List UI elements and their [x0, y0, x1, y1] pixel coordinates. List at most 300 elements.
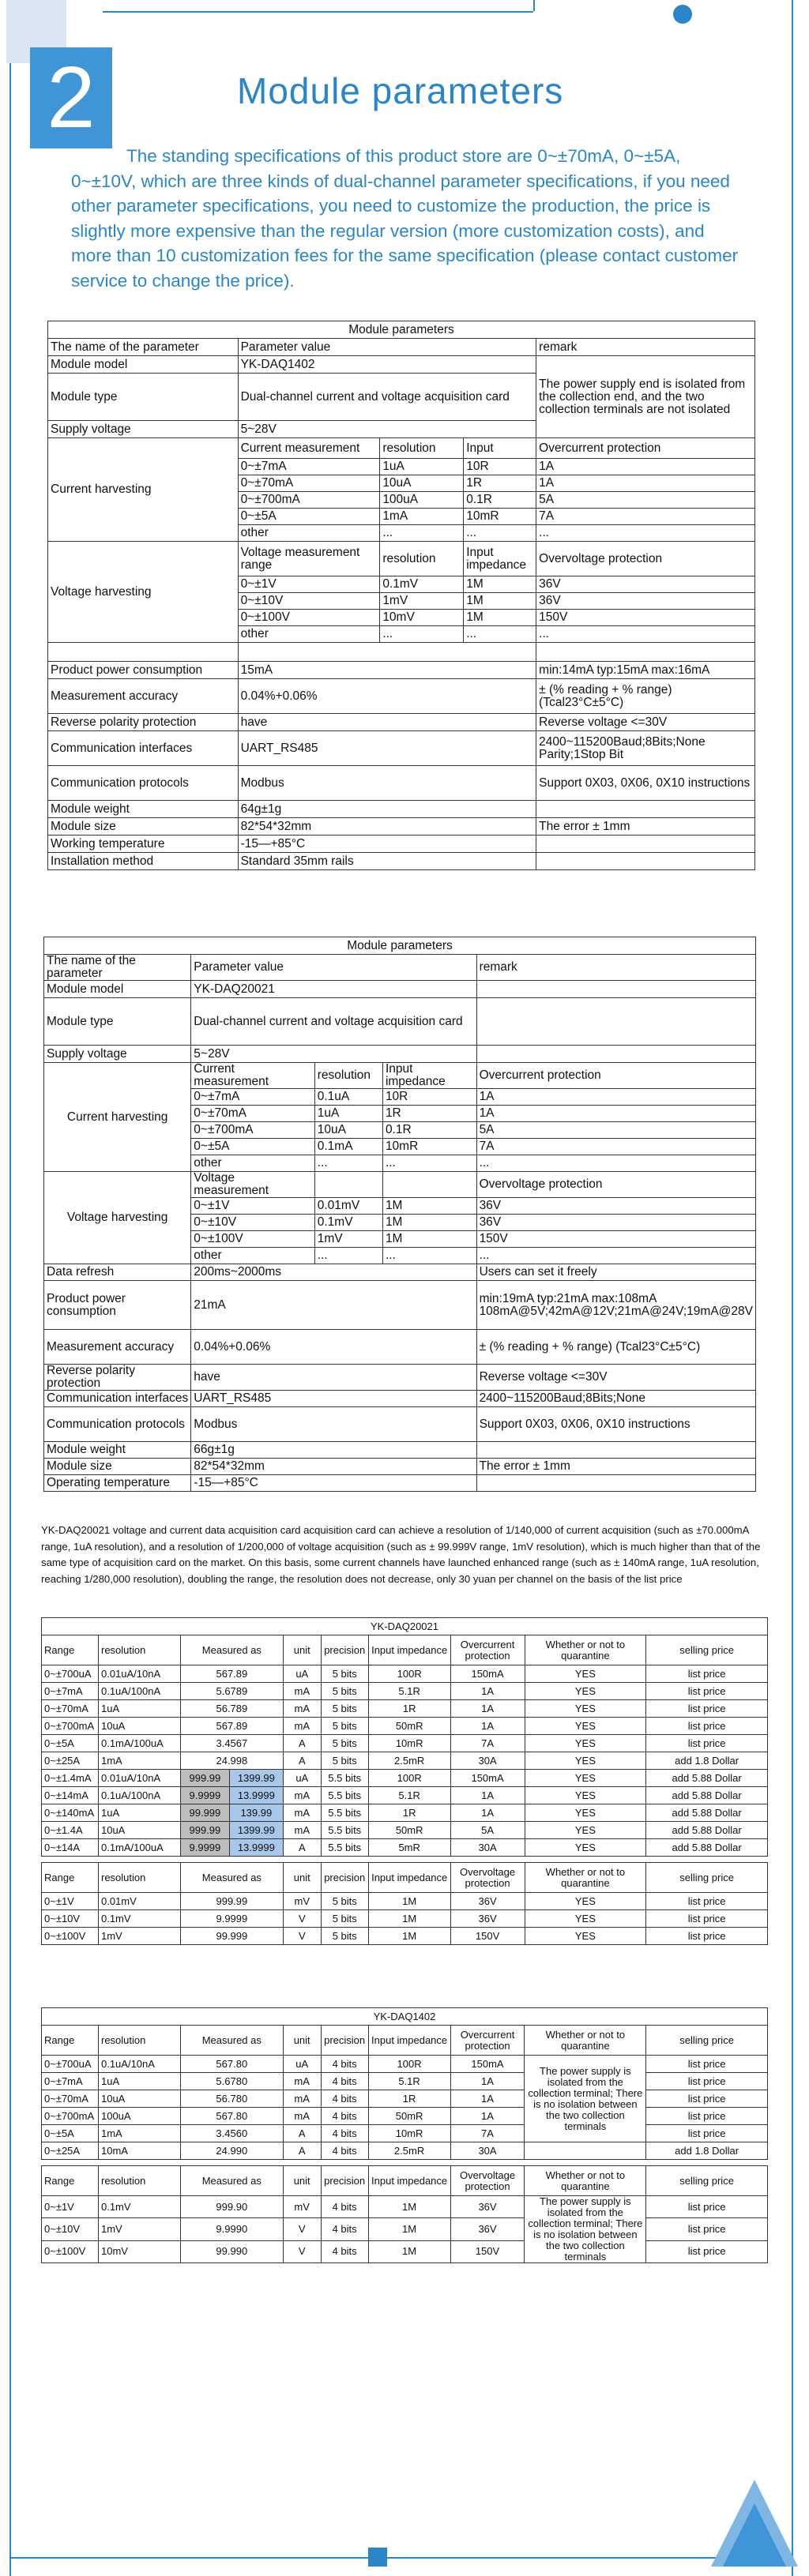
col-head: Whether or not to quarantine	[525, 1635, 646, 1665]
table-cell: 1mV	[98, 2218, 180, 2240]
empty-cell	[536, 853, 755, 870]
cell: 0~±700mA	[191, 1122, 314, 1139]
size-value: 82*54*32mm	[238, 818, 536, 836]
table-cell: 50mR	[368, 1822, 450, 1839]
cell: 1M	[382, 1215, 476, 1231]
table-cell: list price	[646, 1718, 768, 1735]
table-caption: YK-DAQ1402	[42, 2008, 768, 2026]
table-cell: 567.80	[180, 2108, 283, 2125]
cell: other	[238, 626, 380, 643]
type-label: Module type	[48, 374, 239, 421]
table-cell: 4 bits	[321, 2218, 368, 2240]
cell: 7A	[476, 1139, 755, 1155]
table-cell: list price	[646, 1910, 768, 1928]
table-cell: YES	[525, 1822, 646, 1839]
table-cell: 30A	[450, 1752, 525, 1770]
col-head: Whether or not to quarantine	[525, 2026, 646, 2056]
cell: 0.01mV	[314, 1198, 382, 1215]
cell: ...	[536, 626, 755, 643]
table-cell: 0.1uA/100nA	[98, 1787, 180, 1804]
table-cell: 0~±14mA	[42, 1787, 99, 1804]
size-value: 82*54*32mm	[191, 1459, 476, 1475]
col-head: precision	[321, 2026, 368, 2056]
type-label: Module type	[44, 998, 191, 1046]
col-head: unit	[283, 1863, 321, 1893]
table-cell: list price	[646, 2196, 768, 2218]
empty-cell	[476, 1046, 755, 1063]
table-cell: 0~±140mA	[42, 1804, 99, 1822]
table-row	[42, 1839, 768, 1857]
table-cell: uA	[283, 2056, 321, 2073]
volt-head: Overvoltage protection	[476, 1172, 755, 1198]
table-cell: 36V	[450, 1893, 525, 1910]
table-cell: 0~±7mA	[42, 1683, 99, 1700]
table-cell: YES	[525, 1770, 646, 1787]
section-number: 2	[30, 47, 112, 148]
table-cell: list price	[646, 2108, 768, 2125]
table-row	[42, 1893, 768, 1910]
reverse-label: Reverse polarity protection	[44, 1365, 191, 1391]
install-value: Standard 35mm rails	[238, 853, 536, 870]
header-value: Parameter value	[191, 955, 476, 981]
cur-head: resolution	[314, 1063, 382, 1089]
table-cell: 4 bits	[321, 2142, 368, 2160]
table-cell: 0~±700uA	[42, 2056, 99, 2073]
cell: 1mA	[380, 509, 464, 525]
table-row	[42, 1787, 768, 1804]
table-cell: add 1.8 Dollar	[646, 1752, 768, 1770]
cell: 1M	[382, 1198, 476, 1215]
table-cell: 5.5 bits	[321, 1839, 368, 1857]
col-head: Input impedance	[368, 2026, 450, 2056]
install-label: Installation method	[48, 853, 239, 870]
table-cell: 50mR	[368, 2108, 450, 2125]
table-cell: A	[283, 2142, 321, 2160]
empty-cell	[476, 998, 755, 1046]
table-cell: YES	[525, 1700, 646, 1718]
cell: other	[191, 1155, 314, 1172]
table-cell: 150mA	[450, 1770, 525, 1787]
table-cell: mA	[283, 1700, 321, 1718]
bottom-square-decoration	[368, 2548, 387, 2567]
empty-cell	[476, 1475, 755, 1492]
table-cell: 5.5 bits	[321, 1822, 368, 1839]
comm-label: Communication interfaces	[48, 731, 239, 766]
frame-top-tick	[533, 0, 535, 11]
table-cell: A	[283, 2125, 321, 2142]
type-value: Dual-channel current and voltage acquisition card	[191, 998, 476, 1046]
cell: 1mV	[380, 593, 464, 610]
table-cell: V	[283, 1928, 321, 1945]
header-name: The name of the parameter	[48, 339, 239, 356]
voltage-harvesting-label: Voltage harvesting	[44, 1172, 191, 1264]
table-cell: 10mA	[98, 2142, 180, 2160]
model-value: YK-DAQ20021	[191, 981, 476, 998]
cell: 0.1R	[464, 492, 536, 509]
proto-value: Modbus	[238, 766, 536, 801]
col-head: unit	[283, 1635, 321, 1665]
table-row	[42, 2073, 768, 2090]
table-cell: 1uA	[98, 1804, 180, 1822]
table-cell: mV	[283, 2196, 321, 2218]
volt-head	[382, 1172, 476, 1198]
table-cell: 0.1mA/100uA	[98, 1735, 180, 1752]
col-head: Overcurrent protection	[450, 1635, 525, 1665]
table-cell: 99.999	[180, 1928, 283, 1945]
col-head: unit	[283, 2026, 321, 2056]
power-remark: min:19mA typ:21mA max:108mA 108mA@5V;42mA@12V;21mA@24V;19mA@28V	[476, 1281, 755, 1330]
cell: 0~±7mA	[238, 459, 380, 475]
header-value: Parameter value	[238, 339, 536, 356]
col-head: resolution	[98, 1635, 180, 1665]
model-label: Module model	[44, 981, 191, 998]
accuracy-remark: ± (% reading + % range) (Tcal23°C±5°C)	[476, 1330, 755, 1365]
table-row	[42, 2218, 768, 2240]
table-cell: 56.780	[180, 2090, 283, 2108]
table-cell: 0~±1.4A	[42, 1822, 99, 1839]
table-cell: YES	[525, 1718, 646, 1735]
table-cell: 0~±1.4mA	[42, 1770, 99, 1787]
proto-label: Communication protocols	[44, 1407, 191, 1442]
proto-remark: Support 0X03, 0X06, 0X10 instructions	[476, 1407, 755, 1442]
table-row	[42, 1928, 768, 1945]
table-cell: 0~±70mA	[42, 1700, 99, 1718]
table-caption: YK-DAQ20021	[42, 1618, 768, 1635]
comm-value: UART_RS485	[191, 1391, 476, 1407]
table-cell: 36V	[450, 2218, 525, 2240]
table-cell: 5.1R	[368, 1787, 450, 1804]
cell: 10mV	[380, 610, 464, 626]
table-cell: 4 bits	[321, 2056, 368, 2073]
table-row	[42, 1683, 768, 1700]
table-cell: 4 bits	[321, 2125, 368, 2142]
temp-value: -15—+85°C	[238, 836, 536, 853]
col-head: precision	[321, 2166, 368, 2196]
power-label: Product power consumption	[48, 662, 239, 679]
cell: 5A	[476, 1122, 755, 1139]
table-caption: Module parameters	[44, 937, 756, 955]
table-cell: 2.5mR	[368, 2142, 450, 2160]
table-cell: 0.1mV	[98, 2196, 180, 2218]
cell: 0~±5A	[238, 509, 380, 525]
table-cell: 9.9990	[180, 2218, 283, 2240]
size-label: Module size	[44, 1459, 191, 1475]
cur-head: Current measurement	[191, 1063, 314, 1089]
cell: 0~±70mA	[191, 1106, 314, 1122]
table-cell: 5 bits	[321, 1665, 368, 1683]
table-cell: 50mR	[368, 1718, 450, 1735]
table-cell: 5A	[450, 1822, 525, 1839]
table-cell: add 5.88 Dollar	[646, 1787, 768, 1804]
table-row	[42, 1804, 768, 1822]
table-cell: mA	[283, 1787, 321, 1804]
comm-remark: 2400~115200Baud;8Bits;None Parity;1Stop Bit	[536, 731, 755, 766]
table-cell: 0~±14A	[42, 1839, 99, 1857]
col-head: Measured as	[180, 2026, 283, 2056]
volt-head: Voltage measurement	[191, 1172, 314, 1198]
table-cell: 30A	[450, 2142, 525, 2160]
weight-label: Module weight	[44, 1442, 191, 1459]
table-cell: 10mR	[368, 2125, 450, 2142]
cell: ...	[380, 525, 464, 542]
cell: ...	[476, 1248, 755, 1264]
table-cell: 567.89	[180, 1718, 283, 1735]
table-cell: V	[283, 2240, 321, 2262]
accuracy-remark: ± (% reading + % range) (Tcal23°C±5°C)	[536, 679, 755, 714]
table-cell: list price	[646, 2218, 768, 2240]
table-cell: add 5.88 Dollar	[646, 1804, 768, 1822]
table-cell: 5.1R	[368, 1683, 450, 1700]
table-cell: 7A	[450, 1735, 525, 1752]
supply-label: Supply voltage	[44, 1046, 191, 1063]
table-cell: 5 bits	[321, 1683, 368, 1700]
refresh-label: Data refresh	[44, 1264, 191, 1281]
table-cell: YES	[525, 1839, 646, 1857]
table-cell: 5.6789	[180, 1683, 283, 1700]
table-cell: YES	[525, 1804, 646, 1822]
col-head: Overcurrent protection	[450, 2026, 525, 2056]
table-cell: mA	[283, 1804, 321, 1822]
empty-cell	[48, 643, 239, 662]
reverse-value: have	[191, 1365, 476, 1391]
table-cell: 100R	[368, 2056, 450, 2073]
table-cell: 0~±10V	[42, 1910, 99, 1928]
table-cell: list price	[646, 2090, 768, 2108]
cell: 0.1mV	[314, 1215, 382, 1231]
cell: 7A	[536, 509, 755, 525]
table-cell: 1A	[450, 2090, 525, 2108]
cell: ...	[380, 626, 464, 643]
cell: 0.1R	[382, 1122, 476, 1139]
reverse-label: Reverse polarity protection	[48, 714, 239, 731]
cell: 1M	[464, 610, 536, 626]
table-cell: 1M	[368, 1893, 450, 1910]
current-harvesting-label: Current harvesting	[48, 438, 239, 542]
table-cell: 1mA	[98, 2125, 180, 2142]
cell: 0.1uA	[314, 1089, 382, 1106]
table-cell: uA	[283, 1665, 321, 1683]
table-cell: 5 bits	[321, 1735, 368, 1752]
weight-value: 64g±1g	[238, 801, 536, 818]
table-cell: 30A	[450, 1839, 525, 1857]
refresh-value: 200ms~2000ms	[191, 1264, 476, 1281]
weight-value: 66g±1g	[191, 1442, 476, 1459]
col-head: Input impedance	[368, 1635, 450, 1665]
resolution-paragraph: YK-DAQ20021 voltage and current data acquisition card acquisition card can achieve a resolution of 1/140,000 of current acquisition (such as ±70.000mA range, 1uA resolution), and a resolution of 1/200,000 of voltage acquisition (such as ± 99.999V range, 1mV resolution), which is much higher than that of the same type of acquisition card on the market. On this basis, some current channels have launched enhanced range (such as ± 140mA range, 1uA resolution, reaching 1/280,000 resolution), doubling the range, the resolution does not decrease, only 30 yuan per channel on the basis of the list price	[41, 1524, 761, 1585]
table-cell: YES	[525, 1752, 646, 1770]
table-cell: list price	[646, 2073, 768, 2090]
table-cell: V	[283, 1910, 321, 1928]
table-cell: list price	[646, 1893, 768, 1910]
table-cell: 4 bits	[321, 2090, 368, 2108]
table-cell: 9.9999	[180, 1787, 229, 1804]
table-cell: list price	[646, 2056, 768, 2073]
table-cell: list price	[646, 2240, 768, 2262]
table-cell: 1M	[368, 1910, 450, 1928]
type-value: Dual-channel current and voltage acquisition card	[238, 374, 536, 421]
table-cell: 0~±100V	[42, 1928, 99, 1945]
col-head: Measured as	[180, 1863, 283, 1893]
table-row	[42, 1700, 768, 1718]
refresh-remark: Users can set it freely	[476, 1264, 755, 1281]
table-cell: YES	[525, 1910, 646, 1928]
cell: 5A	[536, 492, 755, 509]
col-head: resolution	[98, 1863, 180, 1893]
volt-head	[314, 1172, 382, 1198]
table-row	[42, 2056, 768, 2073]
table-cell: 1mA	[98, 1752, 180, 1770]
col-head: Input impedance	[368, 2166, 450, 2196]
cell: 10mR	[382, 1139, 476, 1155]
page-title: Module parameters	[237, 70, 564, 111]
col-head: Range	[42, 2166, 99, 2196]
cell: 0~±70mA	[238, 475, 380, 492]
table-cell: 13.9999	[229, 1787, 283, 1804]
proto-value: Modbus	[191, 1407, 476, 1442]
corner-circle-decoration	[673, 5, 692, 24]
table-cell: mA	[283, 1822, 321, 1839]
cell: ...	[536, 525, 755, 542]
table-cell: 36V	[450, 2196, 525, 2218]
table-cell: 5 bits	[321, 1700, 368, 1718]
temp-label: Operating temperature	[44, 1475, 191, 1492]
table-cell: 0~±7mA	[42, 2073, 99, 2090]
empty-cell	[525, 2142, 646, 2160]
cell: 1mV	[314, 1231, 382, 1248]
module-parameters-table-daq20021	[43, 937, 756, 1492]
reverse-remark: Reverse voltage <=30V	[536, 714, 755, 731]
current-harvesting-label: Current harvesting	[44, 1063, 191, 1172]
table-cell: 99.990	[180, 2240, 283, 2262]
table-cell: 5 bits	[321, 1928, 368, 1945]
cell: ...	[464, 626, 536, 643]
table-cell: 9.9999	[180, 1910, 283, 1928]
current-rows	[42, 2056, 768, 2160]
cell: 36V	[536, 576, 755, 593]
cell: 0.1mA	[314, 1139, 382, 1155]
table-row	[42, 1665, 768, 1683]
table-cell: 9.9999	[180, 1839, 229, 1857]
table-cell: list price	[646, 1683, 768, 1700]
table-cell: 0.1mV	[98, 1910, 180, 1928]
table-cell: add 5.88 Dollar	[646, 1839, 768, 1857]
col-head: precision	[321, 1863, 368, 1893]
col-head: Range	[42, 2026, 99, 2056]
reverse-value: have	[238, 714, 536, 731]
table-cell: 100R	[368, 1770, 450, 1787]
temp-label: Working temperature	[48, 836, 239, 853]
table-cell: 4 bits	[321, 2196, 368, 2218]
table-cell: YES	[525, 1893, 646, 1910]
cell: 0~±1V	[191, 1198, 314, 1215]
volt-head: Input impedance	[464, 542, 536, 576]
isolation-note: The power supply is isolated from the collection terminal; There is no isolation between the two collection terminals	[525, 2196, 646, 2263]
table-cell: 5.6780	[180, 2073, 283, 2090]
table-cell: mA	[283, 2108, 321, 2125]
table-cell: 10uA	[98, 1718, 180, 1735]
enhanced-rows	[42, 1770, 768, 1857]
table-cell: list price	[646, 1735, 768, 1752]
table-cell: 5.5 bits	[321, 1770, 368, 1787]
table-cell: list price	[646, 1928, 768, 1945]
cell: 1M	[464, 593, 536, 610]
cell: ...	[464, 525, 536, 542]
table-cell: 0~±1V	[42, 2196, 99, 2218]
intro-text: The standing specifications of this product store are 0~±70mA, 0~±5A, 0~±10V, which are three kinds of dual-channel parameter specifications, if you need other parameter specifications, you need to customize the production, the price is slightly more expensive than the regular version (more customization costs), and more than 10 customization fees for the same specification (please contact customer service to change the price).	[71, 146, 739, 291]
volt-head: resolution	[380, 542, 464, 576]
cell: ...	[314, 1155, 382, 1172]
cell: 0~±700mA	[238, 492, 380, 509]
col-head: selling price	[646, 2166, 768, 2196]
spacer	[42, 1857, 768, 1863]
table-cell: mA	[283, 2090, 321, 2108]
cell: 1A	[536, 459, 755, 475]
table-row	[42, 1735, 768, 1752]
table-cell: 1A	[450, 1683, 525, 1700]
cell: ...	[382, 1155, 476, 1172]
table-cell: add 5.88 Dollar	[646, 1822, 768, 1839]
table-cell: 999.90	[180, 2196, 283, 2218]
empty-cell	[536, 643, 755, 662]
empty-cell	[476, 1442, 755, 1459]
reverse-remark: Reverse voltage <=30V	[476, 1365, 755, 1391]
table-cell: add 5.88 Dollar	[646, 1770, 768, 1787]
current-rows	[42, 1665, 768, 1770]
cell: 0~±1V	[238, 576, 380, 593]
isolation-note: The power supply is isolated from the collection terminal; There is no isolation between the two collection terminals	[525, 2056, 646, 2142]
table-cell: 150V	[450, 2240, 525, 2262]
cell: other	[238, 525, 380, 542]
table-cell: YES	[525, 1735, 646, 1752]
table-cell: 0~±5A	[42, 2125, 99, 2142]
table-cell: add 1.8 Dollar	[646, 2142, 768, 2160]
table-cell: 1R	[368, 1700, 450, 1718]
table-cell: 100uA	[98, 2108, 180, 2125]
col-head: Range	[42, 1863, 99, 1893]
table-row	[42, 2090, 768, 2108]
cell: 0~±100V	[238, 610, 380, 626]
cell: 1R	[382, 1106, 476, 1122]
cur-head: Input impedance	[382, 1063, 476, 1089]
table-cell: list price	[646, 2125, 768, 2142]
cell: 150V	[536, 610, 755, 626]
temp-value: -15—+85°C	[191, 1475, 476, 1492]
table-row	[42, 2142, 768, 2160]
cell: 1uA	[314, 1106, 382, 1122]
table-cell: 4 bits	[321, 2108, 368, 2125]
table-row	[42, 2108, 768, 2125]
table-cell: 5.1R	[368, 2073, 450, 2090]
cell: 0~±10V	[238, 593, 380, 610]
table-cell: 999.99	[180, 1893, 283, 1910]
table-row	[42, 1910, 768, 1928]
cell: 1M	[464, 576, 536, 593]
frame-right-line	[792, 0, 793, 2576]
cell: 0.1mV	[380, 576, 464, 593]
cell: 36V	[476, 1198, 755, 1215]
cur-head: Overcurrent protection	[536, 438, 755, 459]
accuracy-label: Measurement accuracy	[48, 679, 239, 714]
cell: 10uA	[314, 1122, 382, 1139]
proto-remark: Support 0X03, 0X06, 0X10 instructions	[536, 766, 755, 801]
table-cell: 3.4567	[180, 1735, 283, 1752]
table-row	[42, 1718, 768, 1735]
col-head: Whether or not to quarantine	[525, 2166, 646, 2196]
weight-label: Module weight	[48, 801, 239, 818]
table-cell: 0.1uA/100nA	[98, 1683, 180, 1700]
power-value: 15mA	[238, 662, 536, 679]
table-cell: YES	[525, 1928, 646, 1945]
